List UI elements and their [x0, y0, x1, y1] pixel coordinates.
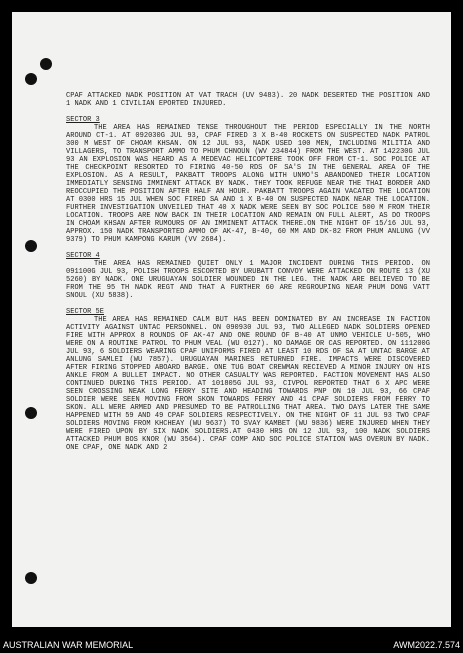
- section-heading: SECTOR 3: [66, 116, 100, 124]
- section-body: THE AREA HAS REMAINED QUIET ONLY 1 MAJOR INCIDENT DURING THIS PERIOD. ON 091100G JUL 93, POLISH TROOPS ESCORTED BY URUBATT CONVOY WERE ATTACKED ON ROUTE 13 (XU 5260) BY NADK. ONE URUGUAYAN SOLDIER WOUNDED IN THE LEG. THE NADK ARE BELIEVED TO BE FROM THE 95 TH NADK REGT AND THAT A FURTHER 60 ARE REGROUPING NEAR PHUM DONG VATT SNOUL (XU 5838).: [66, 260, 430, 300]
- punch-hole: [25, 572, 37, 584]
- punch-hole: [25, 73, 37, 85]
- punch-hole: [25, 407, 37, 419]
- section-heading: SECTOR 4: [66, 252, 100, 260]
- section-body: THE AREA HAS REMAINED TENSE THROUGHOUT THE PERIOD ESPECIALLY IN THE NORTH AROUND CT-1. AT 092030G JUL 93, CPAF FIRED 3 X B-40 ROCKETS ON SUSPECTED NADK PATROL 300 M WEST OF CHOAM KHSAN. ON 12 JUL 93, NADK USED 100 MEN, INCLUDING MILITIA AND VILLAGERS, TO TRANSPORT AMMO TO PHUM CHNOUN (WV 234844) FROM THE WEST. AT 142230G JUL 93 AN EXPLOSION WAS HEARD AS A MEDEVAC HELICOPTERE TOOK OFF FROM CT-1. SOC POLICE AT THE CHECKPOINT RESORTED TO FIRING 40-50 RDS OF SA'S IN THE GENERAL AREA OF THE EXPLOSION. AS A RESULT, PAKBATT TROOPS ALONG WITH UNMO'S ABANDONED THEIR LOCATION IMMEDIATLY SENSING IMMINENT ATTACK BY NADK. THEY TOOK REFUGE NEAR THE THAI BORDER AND REOCCUPIED THE POSITION AFTER HALF AN HOUR. PAKBATT TROOPS AGAIN VACATED THE LOCATION AT 0300 HRS 15 JUL WHEN SOC FIRED SA AND 1 X B-40 ON SUSPECTED NADK NEAR THE LOCATION. FURTHER INVESTIGATION UNVEILED THAT 40 X NADK WERE SEEN BY SOC POLICE 500 M FROM THEIR LOCATION. TROOPS ARE NOW BACK IN THEIR LOCATION AND REMAIN ON FULL ALERT, AS DO TROOPS IN CHOAM KHSAN AFTER RUMOURS OF AN IMMINENT ATTACK THERE.ON THE NIGHT OF 15/16 JUL 93, APPROX. 150 NADK TRANSPORTED AMMO OF AK-47, B-40, 60 MM AND DK-82 FROM PHUM ANLUNG (VV 9379) TO PHUM KAMPONG KARUM (VV 2684).: [66, 124, 430, 244]
- footer-bar: [0, 627, 463, 653]
- punch-hole: [40, 58, 52, 70]
- document-text: [66, 92, 430, 452]
- footer-institution: AUSTRALIAN WAR MEMORIAL: [3, 640, 134, 650]
- section-heading: SECTOR 5E: [66, 308, 104, 316]
- document-page: [12, 12, 451, 627]
- punch-hole: [25, 240, 37, 252]
- footer-reference: AWM2022.7.574: [393, 640, 460, 650]
- intro-paragraph: CPAF ATTACKED NADK POSITION AT VAT TRACH (UV 9483). 20 NADK DESERTED THE POSITION AND 1 NADK AND 1 CIVILIAN EPORTED INJURED.: [66, 92, 430, 108]
- section-body: THE AREA HAS REMAINED CALM BUT HAS BEEN DOMINATED BY AN INCREASE IN FACTION ACTIVITY AGAINST UNTAC PERSONNEL. ON 090930 JUL 93, TWO ALLEGED NADK SOLDIERS OPENED FIRE WITH APPROX 8 ROUNDS OF AK-47 AND ONE ROUND OF B-40 AT UNMO VEHICLE U-505, WHO WERE ON A ROUTINE PATROL TO PHUM VEAL (WU 0127). NO DAMAGE OR CAS REPORTED. ON 111200G JUL 93, 6 SOLDIERS WEARING CPAF UNIFORMS FIRED AT LEAST 10 RDS OF SA AT UNTAC BARGE AT ANLUNG SAMLEI (WU 7857). URUGUAYAN MARINES RETURNED FIRE. IMPACTS WERE DISCOVERED AFTER FIRING STOPPED ABOARD BARGE. ONE TUG BOAT CREWMAN RECIEVED A MINOR INJURY ON HIS ANKLE FROM A BULLET IMPACT. NO OTHER CASUALTY WAS REPORTED. FACTION MOVEMENT HAS ALSO CONTINUED DURING THIS PERIOD. AT 101805G JUL 93, CIVPOL REPORTED THAT 6 X APC WERE SEEN CROSSING NEAK LONG FERRY SITE AND HEADING TOWARDS PNP ON 10 JUL 93, 66 CPAF SOLDIER WERE SEEN MOVING FROM SKON TOWARDS FERRY AND 41 CPAF SOLDIERS FROM FERRY TO SKON. ALL WERE ARMED AND PRESUMED TO BE PATROLLING THAT AREA. TWO DAYS LATER THE SAME HAPPENED WITH 59 AND 49 CPAF SOLDIERS RESPECTIVELY. ON THE NIGHT OF 11 JUL 93 TWO CPAF SOLDIERS MOVING FROM KHCHEAY (WU 9637) TO SVAY KAMBET (WU 9836) WERE INJURED WHEN THEY WERE FIRED UPON BY SIX NADK SOLDIERS.AT 0430 HRS ON 12 JUL 93, 100 NADK SOLDIERS ATTACKED PHUM BOS KNOR (WU 3564). CPAF COMP AND SOC POLICE STATION WAS OVERUN BY NADK. ONE CPAF, ONE NADK AND 2: [66, 316, 430, 452]
